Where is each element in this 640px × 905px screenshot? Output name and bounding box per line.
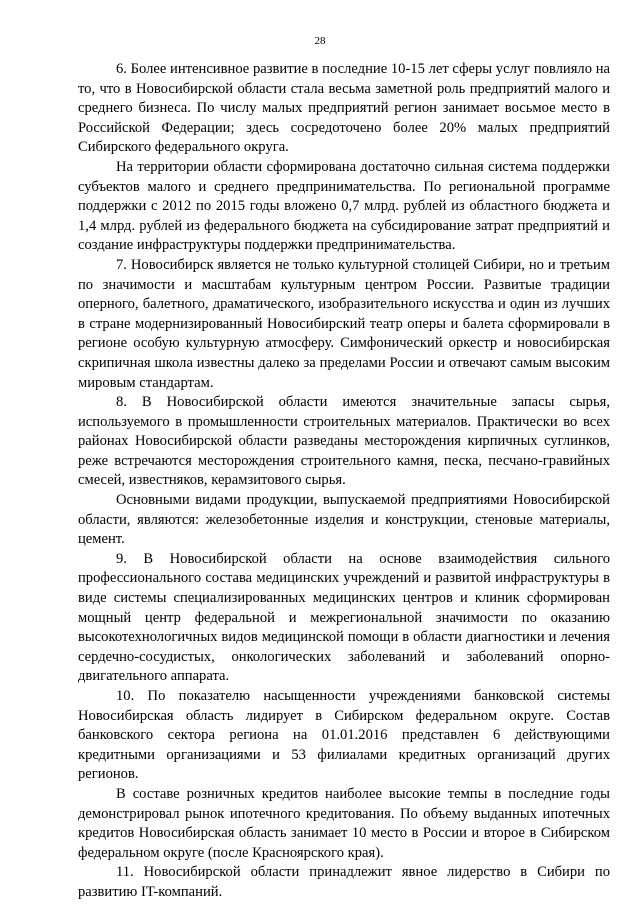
document-body <box>78 60 610 903</box>
page-number: 28 <box>314 35 326 47</box>
paragraph-7-culture: 7. Новосибирск является не только культурной столицей Сибири, но и третьим по значимости и масштабам культурным центром России. Развитые традиции оперного, балетного, драматического, изобразительного искусства и один из лучших в стране модернизированный Новосибирский театр оперы и балета сформировали в регионе особую культурную атмосферу. Симфонический оркестр и новосибирская скрипичная школа известны далеко за пределами России и отвечают самым высоким мировым стандартам. <box>78 256 610 391</box>
paragraph-business-support: На территории области сформирована достаточно сильная система поддержки субъектов малого и среднего предпринимательства. По региональной программе поддержки с 2012 по 2015 годы вложено 0,7 млрд. рублей из областного бюджета и 1,4 млрд. рублей из федерального бюджета на субсидирование затрат предприятий и создание инфраструктуры поддержки предпринимательства. <box>78 158 610 254</box>
paragraph-9-medicine: 9. В Новосибирской области на основе взаимодействия сильного профессионального состава медицинских учреждений и развитой инфраструктуры в виде системы специализированных медицинских центров и клиник сформирован мощный центр федеральной и межрегиональной значимости по оказанию высокотехнологичных видов медицинской помощи в области диагностики и лечения сердечно-сосудистых, онкологических заболеваний и заболеваний опорно-двигательного аппарата. <box>78 550 610 685</box>
paragraph-11-it-companies: 11. Новосибирской области принадлежит явное лидерство в Сибири по развитию IT-компаний. <box>78 864 610 900</box>
paragraph-10-banking: 10. По показателю насыщенности учреждениями банковской системы Новосибирская область лидирует в Сибирском федеральном округе. Состав банковского сектора региона на 01.01.2016 представлен 6 действующими кредитными организациями и 53 филиалами кредитных организаций других регионов. <box>78 688 610 783</box>
paragraph-construction-products: Основными видами продукции, выпускаемой предприятиями Новосибирской области, являются: железобетонные изделия и конструкции, стеновые материалы, цемент. <box>78 492 610 548</box>
paragraph-8-raw-materials: 8. В Новосибирской области имеются значительные запасы сырья, используемого в промышленности строительных материалов. Практически во всех районах Новосибирской области разведаны месторождения кирпичных суглинков, реже встречаются месторождения строительного камня, песка, песчано-гравийных смесей, известняков, керамзитового сырья. <box>78 394 610 489</box>
paragraph-mortgage-lending: В составе розничных кредитов наиболее высокие темпы в последние годы демонстрировал рынок ипотечного кредитования. По объему выданных ипотечных кредитов Новосибирская область занимает 10 место в России и второе в Сибирском федеральном округе (после Красноярского края). <box>78 785 610 861</box>
paragraph-6-small-business: 6. Более интенсивное развитие в последние 10-15 лет сферы услуг повлияло на то, что в Новосибирской области стала весьма заметной роль предприятий малого и среднего бизнеса. По числу малых предприятий регион занимает восьмое место в Российской Федерации; здесь сосредоточено более 20% малых предприятий Сибирского федерального округа. <box>78 61 610 156</box>
